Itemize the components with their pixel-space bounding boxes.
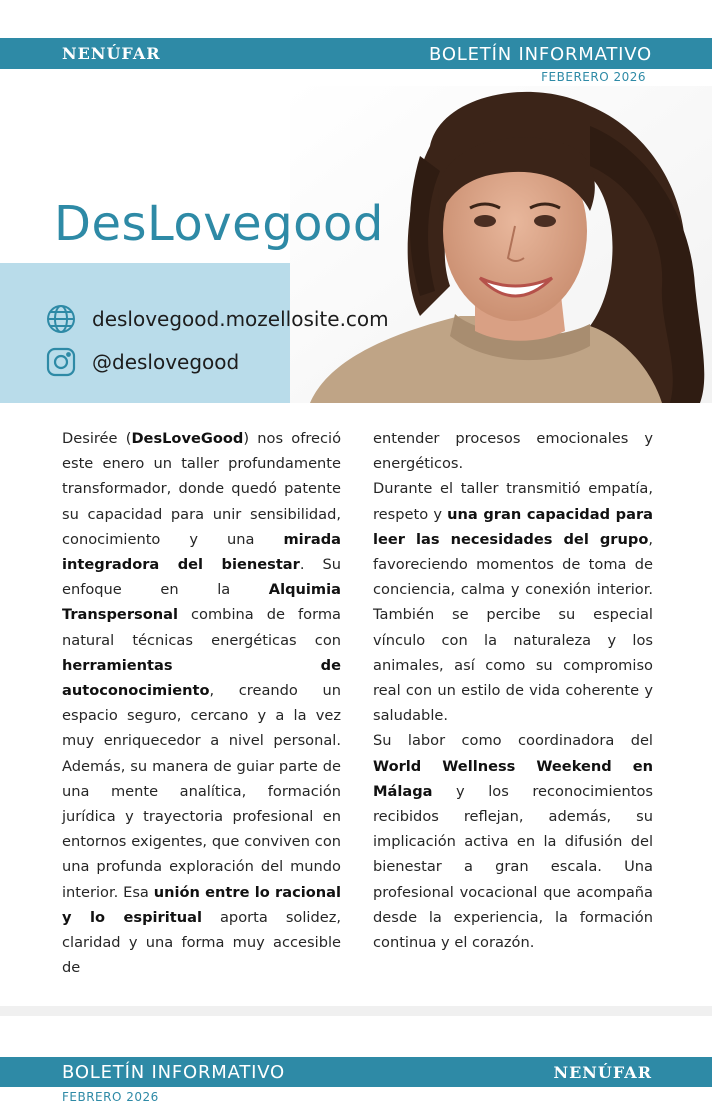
page-separator	[0, 1006, 712, 1016]
globe-icon	[46, 304, 76, 334]
article-emphasis: DesLoveGood	[131, 430, 244, 447]
bulletin-date: FEBERERO 2026	[541, 70, 646, 84]
footer-date: FEBRERO 2026	[62, 1090, 159, 1104]
article-emphasis: herramientas de autoconocimiento	[62, 656, 341, 700]
article-text: ) nos ofreció este enero un taller profundamente transformador, donde quedó patente su capacidad para unir sensibilidad, conocimiento y una	[62, 430, 342, 548]
article-text: entender procesos emocionales y energéticos.	[373, 430, 653, 473]
article-emphasis: mirada integradora del bienestar	[62, 530, 341, 574]
instagram-icon	[46, 347, 76, 377]
article-column-right	[373, 426, 653, 955]
article-emphasis: World Wellness Weekend en Málaga	[373, 757, 653, 800]
bulletin-title: BOLETÍN INFORMATIVO	[428, 44, 652, 65]
article-text: , favoreciendo momentos de toma de conciencia, calma y conexión interior. También se percibe su especial vínculo con la naturaleza y los animales, así como su compromiso real con un estilo de vida coherente y saludable.	[373, 530, 653, 725]
instagram-handle[interactable]: @deslovegood	[92, 350, 240, 374]
article-text: , creando un espacio seguro, cercano y a la vez muy enriquecedor a nivel personal. Además, su manera de guiar parte de una mente analítica, formación jurídica y trayectoria profesional en entornos exigentes, que conviven con una profunda exploración del mundo interior. Esa	[62, 682, 341, 901]
article-text: Su labor como coordinadora del	[373, 732, 653, 750]
website-row[interactable]	[46, 304, 389, 334]
article-text: y los reconocimientos recibidos reflejan, además, su implicación activa en la difusión del bienestar a gran escala. Una profesional vocacional que acompaña desde la experiencia, la formación continua y el corazón.	[373, 782, 653, 952]
article-text: combina de forma natural técnicas energéticas con	[62, 606, 341, 649]
article-emphasis: unión entre lo racional y lo espiritual	[62, 883, 341, 926]
website-link[interactable]: deslovegood.mozellosite.com	[92, 307, 389, 331]
footer-bulletin-title: BOLETÍN INFORMATIVO	[62, 1062, 286, 1083]
article-column-left	[62, 426, 341, 980]
footer-brand-logo-text: NENÚFAR	[553, 1063, 652, 1082]
profile-name: DesLovegood	[54, 196, 384, 252]
article-text: Durante el taller transmitió empatía, respeto y	[373, 480, 653, 523]
brand-logo-text: NENÚFAR	[62, 44, 161, 63]
instagram-row[interactable]	[46, 347, 239, 377]
article-emphasis: Alquimia Transpersonal	[62, 581, 341, 624]
article-emphasis: una gran capacidad para leer las necesidades del grupo	[373, 505, 653, 548]
article-text: . Su enfoque en la	[62, 556, 341, 599]
article-text: Desirée (	[62, 430, 132, 447]
article-text: aporta solidez, claridad y una forma muy accesible de	[62, 908, 342, 977]
